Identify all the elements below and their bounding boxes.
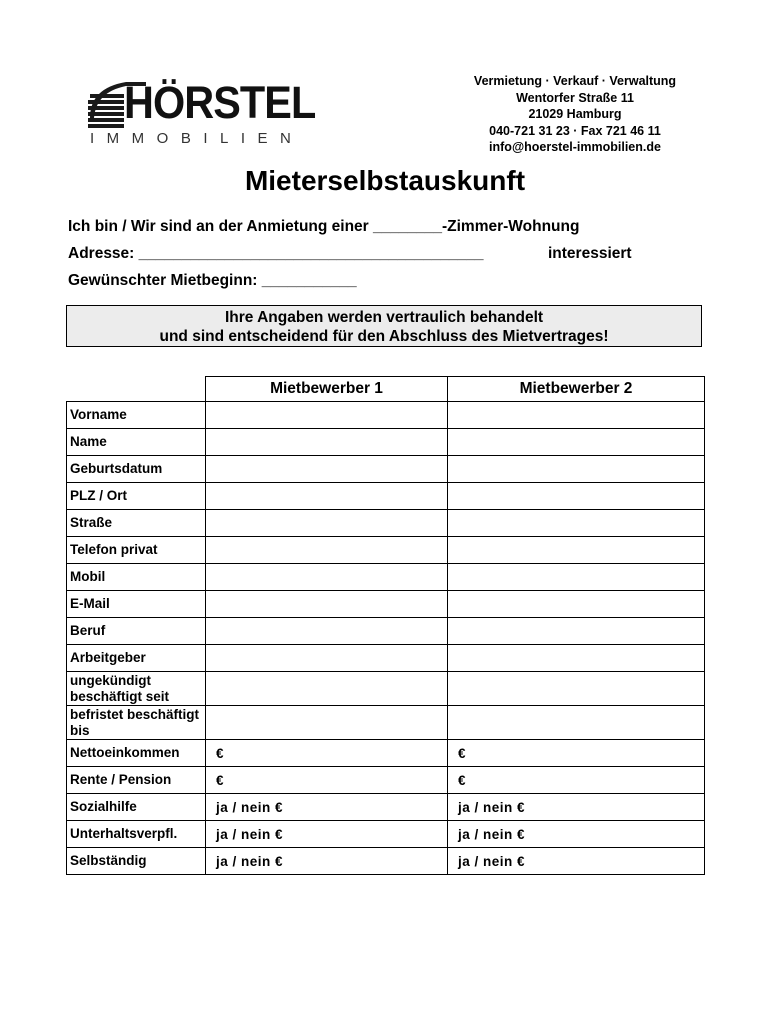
header-blank-cell — [67, 377, 206, 402]
table-row — [67, 706, 705, 740]
applicant-1-field[interactable] — [206, 672, 448, 706]
notice-line-2: und sind entscheidend für den Abschluss des Mietvertrages! — [159, 328, 609, 345]
applicant-2-field[interactable] — [448, 402, 705, 429]
logo-subtitle: IMMOBILIEN — [90, 130, 304, 147]
table-row — [67, 740, 705, 767]
applicant-1-field[interactable] — [206, 429, 448, 456]
company-logo — [86, 72, 326, 152]
table-row — [67, 645, 705, 672]
table-row — [67, 402, 705, 429]
row-label: Name — [67, 429, 206, 456]
row-label: Arbeitgeber — [67, 645, 206, 672]
applicant-2-field[interactable] — [448, 429, 705, 456]
row-label: E-Mail — [67, 591, 206, 618]
applicant-2-field[interactable] — [448, 456, 705, 483]
applicant-2-field[interactable]: ja / nein € — [448, 794, 705, 821]
table-row — [67, 564, 705, 591]
contact-block — [450, 73, 700, 156]
applicant-2-field[interactable] — [448, 483, 705, 510]
row-label: Straße — [67, 510, 206, 537]
table-row — [67, 848, 705, 875]
table-row — [67, 429, 705, 456]
row-label: PLZ / Ort — [67, 483, 206, 510]
table-row — [67, 618, 705, 645]
applicant-2-field[interactable]: ja / nein € — [448, 821, 705, 848]
intro-apartment-line: Ich bin / Wir sind an der Anmietung einer ________-Zimmer-Wohnung — [68, 218, 580, 235]
table-row — [67, 794, 705, 821]
intro-address-line — [68, 244, 648, 264]
applicant-2-field[interactable] — [448, 537, 705, 564]
applicant-1-field[interactable] — [206, 706, 448, 740]
applicant-2-field[interactable] — [448, 672, 705, 706]
applicant-1-field[interactable]: ja / nein € — [206, 821, 448, 848]
notice-line-1: Ihre Angaben werden vertraulich behandelt — [224, 309, 544, 326]
row-label: ungekündigt beschäftigt seit — [67, 672, 206, 706]
row-label: Unterhaltsverpfl. — [67, 821, 206, 848]
row-label: Selbständig — [67, 848, 206, 875]
applicant-1-field[interactable] — [206, 483, 448, 510]
table-row — [67, 456, 705, 483]
contact-phone: 040-721 31 23 · Fax 721 46 11 — [489, 123, 661, 138]
table-row — [67, 821, 705, 848]
row-label: Rente / Pension — [67, 767, 206, 794]
applicant-2-field[interactable] — [448, 645, 705, 672]
applicant-1-field[interactable] — [206, 456, 448, 483]
header-applicant-2: Mietbewerber 2 — [448, 377, 705, 402]
applicant-1-field[interactable] — [206, 618, 448, 645]
table-row — [67, 767, 705, 794]
table-row — [67, 483, 705, 510]
contact-street: Wentorfer Straße 11 — [516, 90, 634, 105]
intro-interested-text: interessiert — [548, 245, 632, 262]
applicant-2-field[interactable]: € — [448, 740, 705, 767]
row-label: Telefon privat — [67, 537, 206, 564]
applicant-2-field[interactable] — [448, 591, 705, 618]
contact-city: 21029 Hamburg — [528, 107, 622, 121]
applicant-2-field[interactable]: € — [448, 767, 705, 794]
intro-start-line: Gewünschter Mietbeginn: ___________ — [68, 272, 357, 289]
applicant-2-field[interactable]: ja / nein € — [448, 848, 705, 875]
intro-address-text: Adresse: ________________________________________ — [68, 245, 484, 262]
applicant-1-field[interactable] — [206, 402, 448, 429]
row-label: Vorname — [67, 402, 206, 429]
header-applicant-1: Mietbewerber 1 — [206, 377, 448, 402]
logo-name: HÖRSTEL — [124, 77, 316, 128]
row-label: Geburtsdatum — [67, 456, 206, 483]
applicant-2-field[interactable] — [448, 618, 705, 645]
row-label: Beruf — [67, 618, 206, 645]
applicant-1-field[interactable] — [206, 591, 448, 618]
table-row — [67, 537, 705, 564]
table-row — [67, 591, 705, 618]
row-label: Nettoeinkommen — [67, 740, 206, 767]
applicant-1-field[interactable]: € — [206, 767, 448, 794]
applicant-2-field[interactable] — [448, 706, 705, 740]
applicant-1-field[interactable] — [206, 564, 448, 591]
row-label: Mobil — [67, 564, 206, 591]
applicant-1-field[interactable]: € — [206, 740, 448, 767]
applicant-1-field[interactable]: ja / nein € — [206, 794, 448, 821]
table-row — [67, 510, 705, 537]
applicant-2-field[interactable] — [448, 510, 705, 537]
applicant-2-field[interactable] — [448, 564, 705, 591]
applicant-table — [66, 376, 705, 875]
page-title: Mieterselbstauskunft — [244, 165, 526, 196]
row-label: Sozialhilfe — [67, 794, 206, 821]
applicant-1-field[interactable] — [206, 645, 448, 672]
applicant-1-field[interactable]: ja / nein € — [206, 848, 448, 875]
row-label: befristet beschäftigt bis — [67, 706, 206, 740]
contact-email: info@hoerstel-immobilien.de — [489, 140, 661, 154]
contact-services: Vermietung · Verkauf · Verwaltung — [473, 74, 677, 88]
applicant-1-field[interactable] — [206, 537, 448, 564]
table-row — [67, 672, 705, 706]
confidentiality-notice — [66, 305, 702, 347]
applicant-1-field[interactable] — [206, 510, 448, 537]
